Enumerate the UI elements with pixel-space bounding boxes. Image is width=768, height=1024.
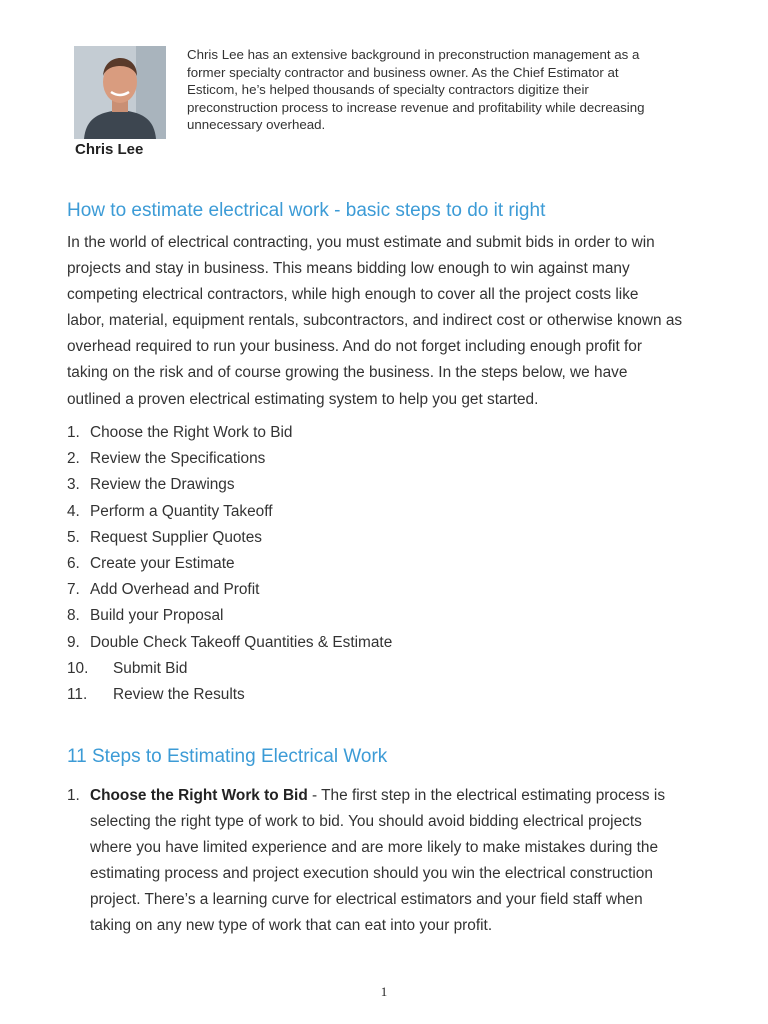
list-text: Choose the Right Work to Bid [90,424,293,441]
list-number: 4. [67,502,80,520]
list-number: 1. [67,424,80,441]
author-bio-block [74,46,734,166]
list-number: 6. [67,554,80,572]
paragraph-line: where you have limited experience and are more likely to make mistakes during the [90,839,659,857]
list-text: Request Supplier Quotes [90,528,262,546]
list-number: 11. [67,685,88,703]
list-text: Double Check Takeoff Quantities & Estimate [90,633,393,651]
intro-paragraph [67,230,727,413]
paragraph-line: selecting the right type of work to bid. You should avoid bidding electrical projects [90,813,642,831]
list-item [67,499,392,525]
page-number: 1 [380,984,388,999]
list-number: 5. [67,528,80,546]
list-number: 1. [67,787,80,804]
list-item [67,577,392,603]
list-text: Perform a Quantity Takeoff [90,502,273,520]
list-number: 2. [67,450,80,468]
list-text: Review the Drawings [90,476,235,494]
list-number: 3. [67,476,80,494]
list-item [67,525,392,551]
list-text: Review the Results [113,685,245,703]
list-text: Review the Specifications [90,450,266,468]
list-item [67,603,392,629]
paragraph-line: competing electrical contractors, while high enough to cover all the project costs like [67,286,639,304]
paragraph-line: overhead required to run your business. And do not forget including enough profit for [67,338,642,356]
step-detail-first-line [90,783,730,809]
list-item [67,420,392,446]
list-text: Build your Proposal [90,607,224,625]
bio-line: Chris Lee has an extensive background in preconstruction management as a [187,47,640,62]
paragraph-line: project. There’s a learning curve for electrical estimators and your field staff when [90,891,643,909]
list-item [67,446,392,472]
steps-list [67,420,392,708]
author-name: Chris Lee [75,141,144,158]
paragraph-line: estimating process and project execution should you win the electrical construction [90,865,653,883]
list-number: 7. [67,581,80,599]
author-bio [187,46,717,134]
step-detail-body [90,783,730,940]
paragraph-line: taking on any new type of work that can eat into your profit. [90,917,493,935]
list-item [67,656,392,682]
list-text: Create your Estimate [90,554,235,572]
section-heading-11-steps: 11 Steps to Estimating Electrical Work [67,746,388,767]
step-intro-text: - The first step in the electrical estimating process is [307,787,666,804]
bio-line: Esticom, he’s helped thousands of specialty contractors digitize their [187,82,589,98]
paragraph-line: In the world of electrical contracting, you must estimate and submit bids in order to win [67,234,655,251]
bio-line: former specialty contractor and business owner. As the Chief Estimator at [187,64,619,80]
list-text: Add Overhead and Profit [90,581,260,599]
paragraph-line: taking on the risk and of course growing the business. In the steps below, we have [67,364,628,382]
list-item [67,682,392,708]
list-number: 9. [67,633,80,651]
paragraph-line: projects and stay in business. This means bidding low enough to win against many [67,260,630,278]
step-title: Choose the Right Work to Bid [90,787,308,804]
bio-line: unnecessary overhead. [187,117,326,133]
paragraph-line: labor, material, equipment rentals, subcontractors, and indirect cost or otherwise known as [67,312,683,330]
list-item [67,551,392,577]
list-number: 10. [67,659,89,677]
author-photo [74,46,166,139]
list-item [67,472,392,498]
bio-line: preconstruction process to increase revenue and profitability while decreasing [187,99,645,115]
list-text: Submit Bid [113,659,188,677]
section-heading-basic-steps: How to estimate electrical work - basic steps to do it right [67,200,546,221]
list-item [67,630,392,656]
list-number: 8. [67,607,80,625]
paragraph-line: outlined a proven electrical estimating system to help you get started. [67,390,539,408]
